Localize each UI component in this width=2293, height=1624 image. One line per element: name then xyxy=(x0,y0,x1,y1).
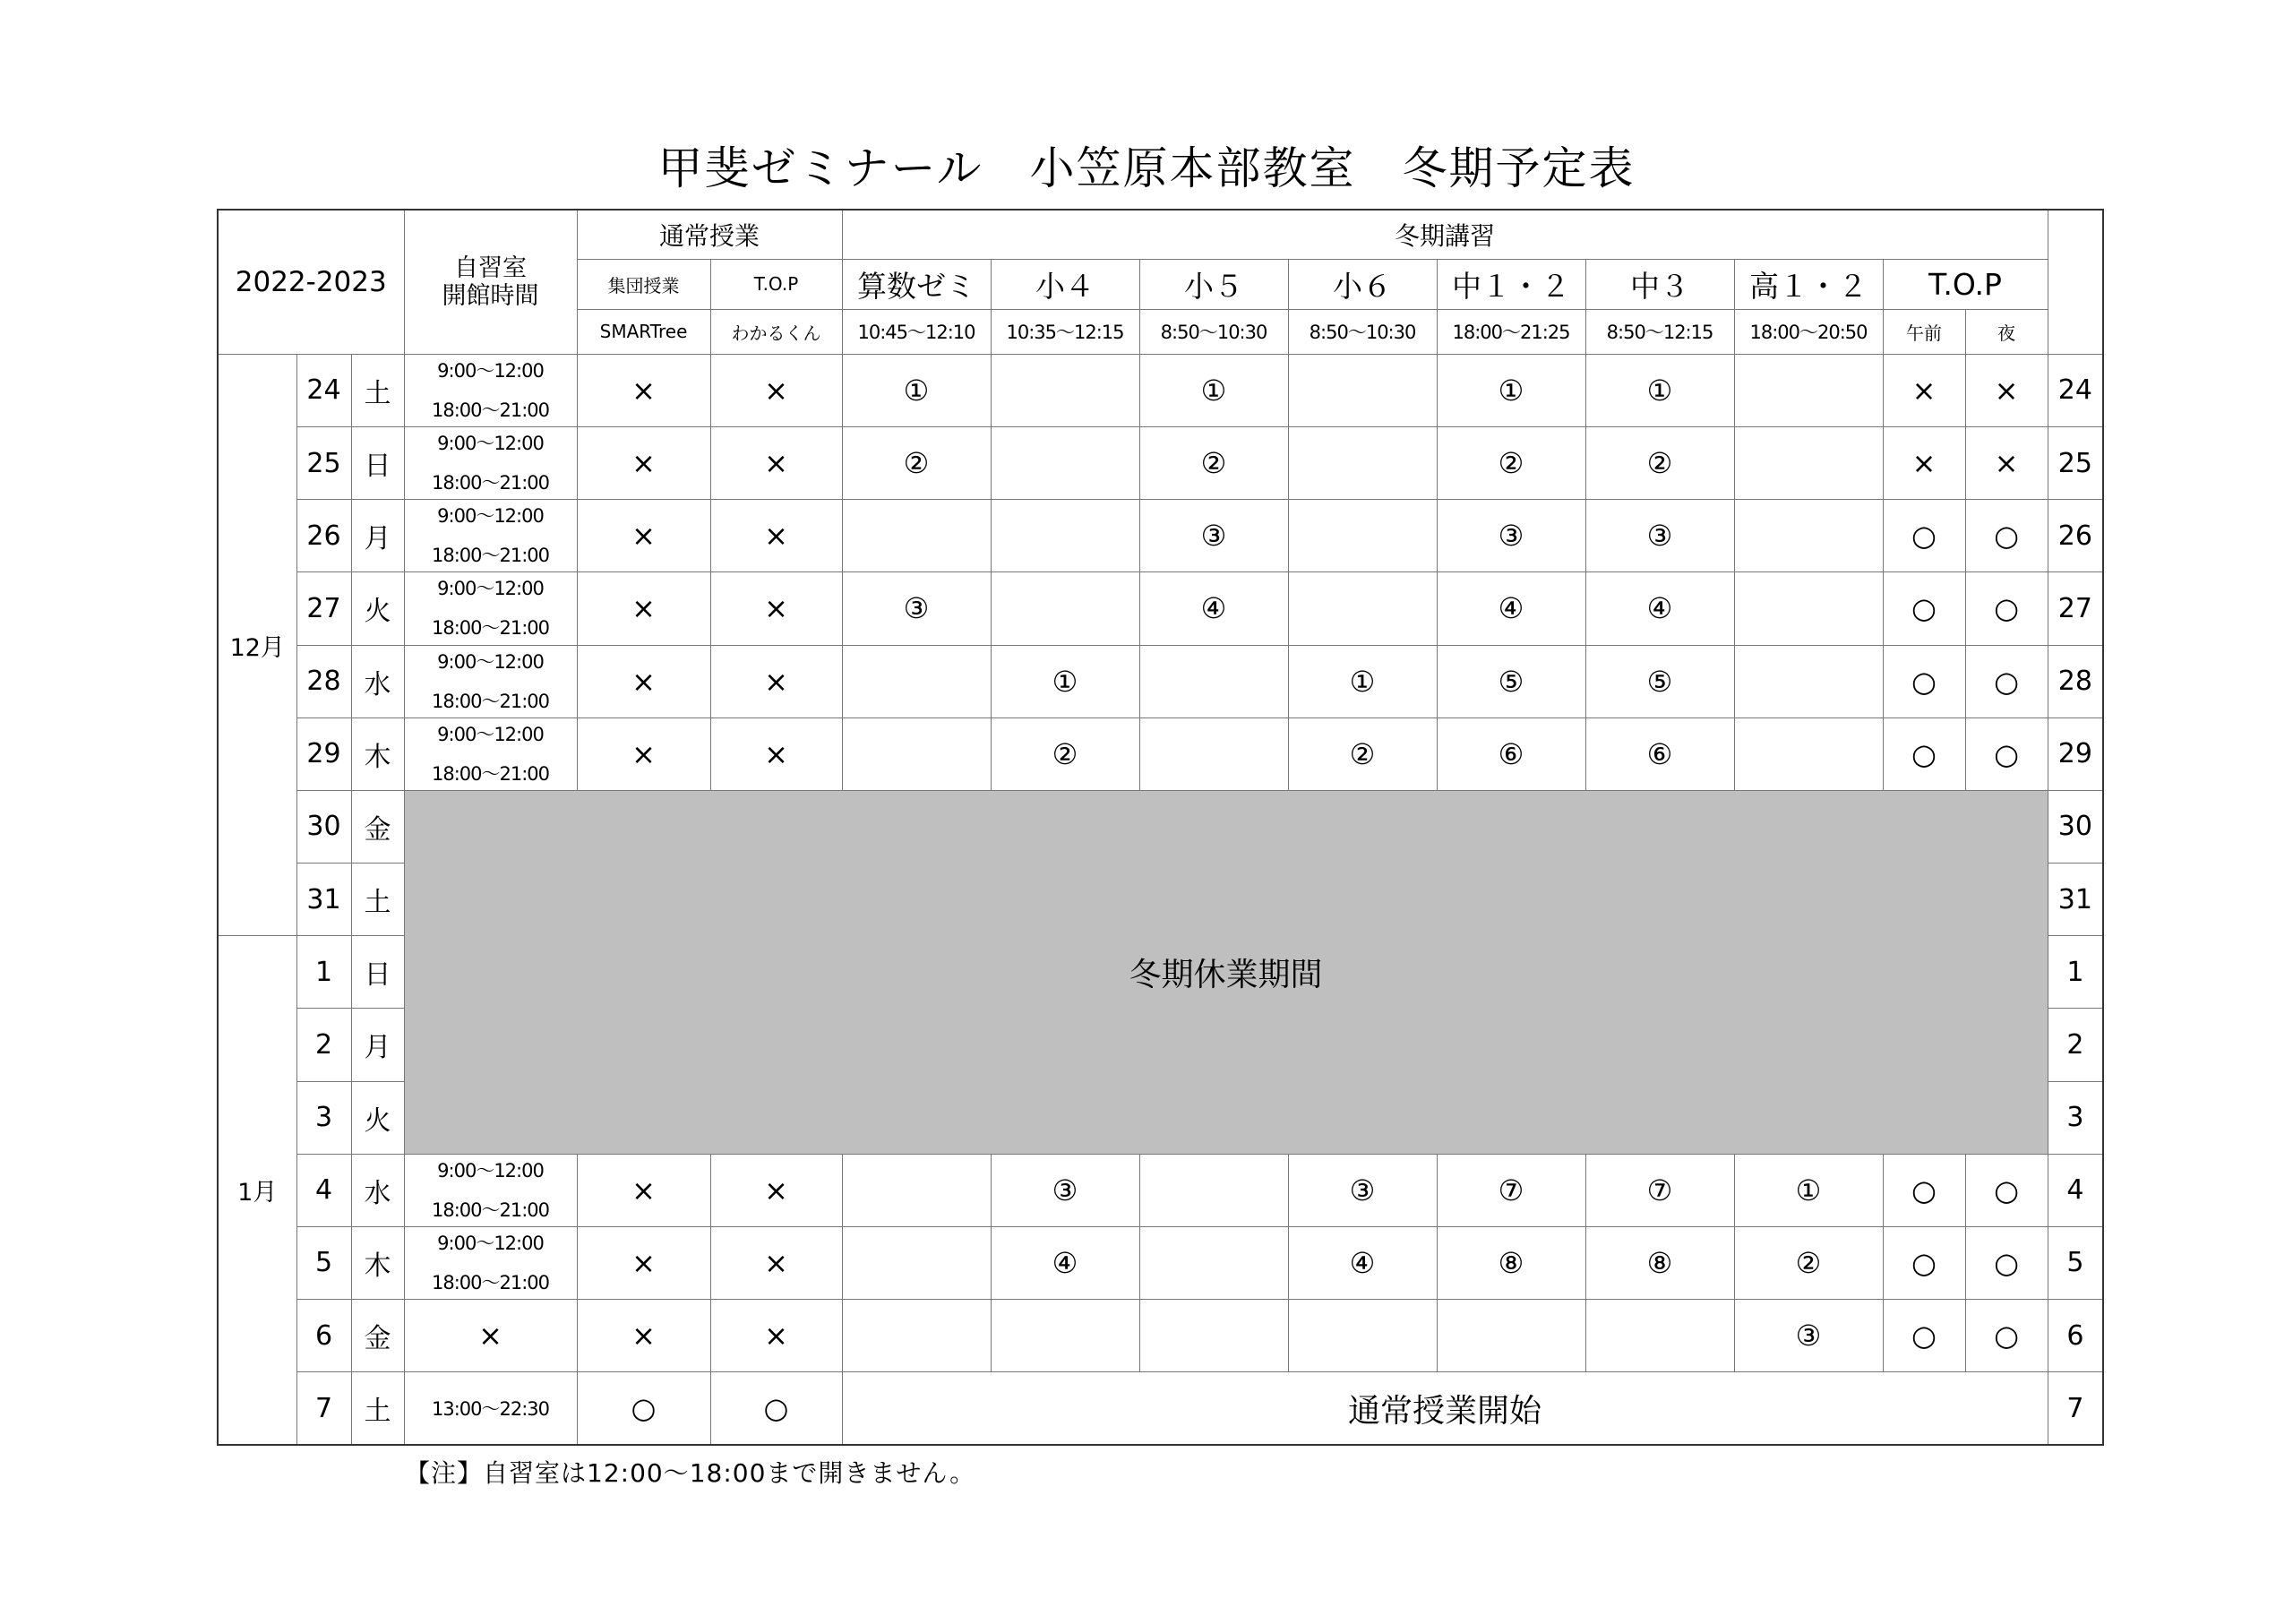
schedule-cell xyxy=(1734,500,1883,572)
jishu-hours-cell xyxy=(404,1226,577,1299)
schedule-cell: × xyxy=(577,1300,710,1372)
schedule-cell: ○ xyxy=(1965,572,2048,645)
weekday-cell: 水 xyxy=(351,1154,404,1226)
schedule-cell: × xyxy=(577,572,710,645)
schedule-cell: ○ xyxy=(1883,645,1965,717)
schedule-cell xyxy=(1288,354,1437,426)
schedule-cell: ⑧ xyxy=(1585,1226,1734,1299)
date-cell: 27 xyxy=(296,572,351,645)
schedule-cell: × xyxy=(710,1154,842,1226)
schedule-cell xyxy=(1734,717,1883,790)
schedule-cell xyxy=(842,645,991,717)
course-name: 中１・２ xyxy=(1437,259,1585,309)
schedule-cell: × xyxy=(577,645,710,717)
schedule-cell: ② xyxy=(1288,717,1437,790)
day-row xyxy=(218,500,2103,572)
schedule-cell xyxy=(991,1300,1139,1372)
schedule-cell: ③ xyxy=(1437,500,1585,572)
weekday-cell: 金 xyxy=(351,1300,404,1372)
schedule-cell: ① xyxy=(991,645,1139,717)
schedule-cell: ④ xyxy=(1437,572,1585,645)
schedule-cell: ③ xyxy=(1585,500,1734,572)
date-cell: 26 xyxy=(296,500,351,572)
date-cell: 28 xyxy=(296,645,351,717)
date-cell-right: 4 xyxy=(2048,1154,2103,1226)
day-row xyxy=(218,1154,2103,1226)
jishu-hours-am: 9:00～12:00 xyxy=(437,1159,544,1181)
schedule-cell: × xyxy=(710,354,842,426)
weekday-cell: 土 xyxy=(351,354,404,426)
course-sub: わかるくん xyxy=(710,309,842,354)
jishu-hours xyxy=(405,721,577,787)
schedule-cell: ④ xyxy=(1139,572,1288,645)
schedule-cell xyxy=(842,717,991,790)
jishu-hours-pm: 18:00～21:00 xyxy=(431,472,550,494)
schedule-cell xyxy=(1139,645,1288,717)
schedule-cell: ④ xyxy=(1288,1226,1437,1299)
date-cell: 29 xyxy=(296,717,351,790)
jishu-hours xyxy=(405,1230,577,1296)
schedule-cell: × xyxy=(577,354,710,426)
schedule-cell: ○ xyxy=(577,1372,710,1445)
schedule-cell: ① xyxy=(842,354,991,426)
course-sub: 10:45～12:10 xyxy=(842,309,991,354)
jishu-hours-cell xyxy=(404,500,577,572)
year-header: 2022-2023 xyxy=(218,210,404,354)
course-sub-pm: 夜 xyxy=(1965,309,2048,354)
schedule-cell: ○ xyxy=(1965,500,2048,572)
jishu-hours-am: 9:00～12:00 xyxy=(437,433,544,455)
schedule-cell: ① xyxy=(1734,1154,1883,1226)
schedule-cell: ○ xyxy=(1883,1300,1965,1372)
schedule-cell xyxy=(1734,354,1883,426)
schedule-cell xyxy=(1734,572,1883,645)
schedule-cell: ⑤ xyxy=(1437,645,1585,717)
date-cell-right: 3 xyxy=(2048,1081,2103,1154)
schedule-cell xyxy=(842,500,991,572)
date-cell: 7 xyxy=(296,1372,351,1445)
schedule-cell: ① xyxy=(1437,354,1585,426)
date-cell-right: 26 xyxy=(2048,500,2103,572)
jishu-hours-pm: 18:00～21:00 xyxy=(431,1271,550,1293)
schedule-cell: ④ xyxy=(991,1226,1139,1299)
schedule-cell: ② xyxy=(1734,1226,1883,1299)
course-sub: 10:35～12:15 xyxy=(991,309,1139,354)
schedule-cell xyxy=(842,1300,991,1372)
schedule-cell: × xyxy=(1883,427,1965,500)
schedule-cell xyxy=(842,1154,991,1226)
date-cell: 6 xyxy=(296,1300,351,1372)
schedule-cell: × xyxy=(710,717,842,790)
schedule-cell: ① xyxy=(1585,354,1734,426)
date-cell-right: 28 xyxy=(2048,645,2103,717)
schedule-cell: ○ xyxy=(1965,1300,2048,1372)
jishu-hours xyxy=(405,503,577,569)
weekday-cell: 月 xyxy=(351,500,404,572)
course-name: 小４ xyxy=(991,259,1139,309)
page-title: 甲斐ゼミナール 小笠原本部教室 冬期予定表 xyxy=(657,142,1636,194)
date-cell-right: 24 xyxy=(2048,354,2103,426)
jishu-hours xyxy=(405,1157,577,1224)
course-sub: 8:50～10:30 xyxy=(1139,309,1288,354)
jishu-hours-cell xyxy=(404,572,577,645)
jishu-hours-am: 9:00～12:00 xyxy=(437,723,544,745)
weekday-cell: 水 xyxy=(351,645,404,717)
jishu-hours xyxy=(405,649,577,715)
month-jan: 1月 xyxy=(218,936,296,1445)
jishu-hours-pm: 18:00～21:00 xyxy=(431,399,550,421)
day-row xyxy=(218,1372,2103,1445)
weekday-cell: 火 xyxy=(351,1081,404,1154)
jishu-hours-am: 9:00～12:00 xyxy=(437,505,544,528)
schedule-cell: ⑧ xyxy=(1437,1226,1585,1299)
jishu-header xyxy=(404,210,577,354)
schedule-cell xyxy=(1734,427,1883,500)
schedule-cell: ② xyxy=(991,717,1139,790)
jishu-hours-cell xyxy=(404,645,577,717)
course-sub: 8:50～12:15 xyxy=(1585,309,1734,354)
schedule-cell: ○ xyxy=(710,1372,842,1445)
schedule-cell: ⑦ xyxy=(1585,1154,1734,1226)
course-name: 中３ xyxy=(1585,259,1734,309)
weekday-cell: 金 xyxy=(351,790,404,863)
schedule-cell: × xyxy=(710,572,842,645)
schedule-cell xyxy=(1139,1300,1288,1372)
course-name: 高１・２ xyxy=(1734,259,1883,309)
day-row xyxy=(218,572,2103,645)
schedule-cell: ⑥ xyxy=(1437,717,1585,790)
date-cell-right: 5 xyxy=(2048,1226,2103,1299)
schedule-cell: × xyxy=(577,717,710,790)
schedule-cell xyxy=(1437,1300,1585,1372)
jishu-hours-pm: 18:00～21:00 xyxy=(431,1199,550,1221)
schedule-cell: ○ xyxy=(1965,645,2048,717)
weekday-cell: 木 xyxy=(351,1226,404,1299)
jishu-hours xyxy=(405,357,577,424)
jishu-hours-pm: 18:00～21:00 xyxy=(431,690,550,712)
jishu-hours-am: 9:00～12:00 xyxy=(437,578,544,600)
regular-resume-cell: 通常授業開始 xyxy=(842,1372,2048,1445)
schedule-cell: × xyxy=(710,645,842,717)
jishu-hours-am: 9:00～12:00 xyxy=(437,359,544,382)
schedule-cell xyxy=(1139,1226,1288,1299)
date-cell-right: 25 xyxy=(2048,427,2103,500)
schedule-cell xyxy=(842,1226,991,1299)
date-cell: 30 xyxy=(296,790,351,863)
schedule-cell: ① xyxy=(1288,645,1437,717)
winter-holiday-block: 冬期休業期間 xyxy=(404,790,2048,1154)
date-cell-right: 6 xyxy=(2048,1300,2103,1372)
course-name: 小６ xyxy=(1288,259,1437,309)
schedule-cell: × xyxy=(710,1226,842,1299)
weekday-cell: 土 xyxy=(351,864,404,936)
schedule-cell xyxy=(1288,572,1437,645)
schedule-cell xyxy=(1288,1300,1437,1372)
weekday-cell: 木 xyxy=(351,717,404,790)
course-name: T.O.P xyxy=(1883,259,2048,309)
schedule-cell xyxy=(1585,1300,1734,1372)
schedule-cell: ○ xyxy=(1883,1154,1965,1226)
schedule-table xyxy=(217,209,2104,1446)
schedule-cell: × xyxy=(577,427,710,500)
schedule-cell: × xyxy=(710,427,842,500)
schedule-cell: ③ xyxy=(1288,1154,1437,1226)
regular-group-header: 通常授業 xyxy=(577,210,842,259)
day-row xyxy=(218,1226,2103,1299)
weekday-cell: 日 xyxy=(351,936,404,1009)
date-cell: 24 xyxy=(296,354,351,426)
jishu-hours-cell: × xyxy=(404,1300,577,1372)
schedule-cell: ○ xyxy=(1965,717,2048,790)
course-name: 算数ゼミ xyxy=(842,259,991,309)
date-cell: 4 xyxy=(296,1154,351,1226)
jishu-hours xyxy=(405,430,577,496)
schedule-cell xyxy=(991,427,1139,500)
jishu-hours-am: 9:00～12:00 xyxy=(437,650,544,673)
day-row xyxy=(218,717,2103,790)
course-name: 集団授業 xyxy=(577,259,710,309)
jishu-hours-pm: 18:00～21:00 xyxy=(431,762,550,785)
course-sub: 18:00～21:25 xyxy=(1437,309,1585,354)
date-cell-right: 27 xyxy=(2048,572,2103,645)
schedule-cell: ○ xyxy=(1883,717,1965,790)
jishu-hours xyxy=(405,575,577,641)
date-cell: 25 xyxy=(296,427,351,500)
jishu-hours-cell xyxy=(404,1154,577,1226)
course-name: 小５ xyxy=(1139,259,1288,309)
weekday-cell: 日 xyxy=(351,427,404,500)
date-cell-right: 30 xyxy=(2048,790,2103,863)
date-cell: 31 xyxy=(296,864,351,936)
course-sub: 8:50～10:30 xyxy=(1288,309,1437,354)
course-name: T.O.P xyxy=(710,259,842,309)
schedule-cell: ○ xyxy=(1965,1226,2048,1299)
date-cell-right: 1 xyxy=(2048,936,2103,1009)
jishu-hours-am: 9:00～12:00 xyxy=(437,1232,544,1254)
day-row xyxy=(218,354,2103,426)
schedule-cell xyxy=(1734,645,1883,717)
schedule-cell: × xyxy=(710,500,842,572)
schedule-cell xyxy=(991,572,1139,645)
schedule-cell: ② xyxy=(1585,427,1734,500)
schedule-cell: ③ xyxy=(1139,500,1288,572)
schedule-cell: ○ xyxy=(1965,1154,2048,1226)
day-row xyxy=(218,1300,2103,1372)
jishu-hours-cell xyxy=(404,717,577,790)
schedule-cell: ③ xyxy=(842,572,991,645)
date-cell: 2 xyxy=(296,1009,351,1081)
schedule-cell: × xyxy=(1965,354,2048,426)
schedule-cell: × xyxy=(577,500,710,572)
weekday-cell: 月 xyxy=(351,1009,404,1081)
schedule-cell: ② xyxy=(1437,427,1585,500)
schedule-cell: ○ xyxy=(1883,1226,1965,1299)
footnote: 【注】自習室は12:00～18:00まで開きません。 xyxy=(405,1458,976,1488)
schedule-cell xyxy=(1288,427,1437,500)
jishu-header-line2: 開館時間 xyxy=(442,281,539,310)
winter-group-header: 冬期講習 xyxy=(842,210,2048,259)
schedule-cell: × xyxy=(577,1226,710,1299)
right-header-blank xyxy=(2048,210,2103,354)
schedule-cell: ⑦ xyxy=(1437,1154,1585,1226)
schedule-cell: ⑤ xyxy=(1585,645,1734,717)
schedule-cell xyxy=(1139,1154,1288,1226)
date-cell-right: 31 xyxy=(2048,864,2103,936)
date-cell-right: 29 xyxy=(2048,717,2103,790)
day-row xyxy=(218,645,2103,717)
course-sub-am: 午前 xyxy=(1883,309,1965,354)
jishu-header-line1: 自習室 xyxy=(454,253,527,282)
weekday-cell: 土 xyxy=(351,1372,404,1445)
schedule-cell: ○ xyxy=(1883,500,1965,572)
schedule-cell: ⑥ xyxy=(1585,717,1734,790)
schedule-cell: × xyxy=(1965,427,2048,500)
date-cell-right: 2 xyxy=(2048,1009,2103,1081)
date-cell: 5 xyxy=(296,1226,351,1299)
schedule-cell: ② xyxy=(1139,427,1288,500)
schedule-cell: ③ xyxy=(1734,1300,1883,1372)
jishu-hours-cell: 13:00～22:30 xyxy=(404,1372,577,1445)
schedule-cell xyxy=(1139,717,1288,790)
schedule-cell: ③ xyxy=(991,1154,1139,1226)
schedule-cell: ④ xyxy=(1585,572,1734,645)
jishu-hours-pm: 18:00～21:00 xyxy=(431,545,550,567)
date-cell: 1 xyxy=(296,936,351,1009)
day-row xyxy=(218,427,2103,500)
schedule-cell: ② xyxy=(842,427,991,500)
month-dec: 12月 xyxy=(218,354,296,935)
schedule-cell xyxy=(991,354,1139,426)
weekday-cell: 火 xyxy=(351,572,404,645)
jishu-hours-pm: 18:00～21:00 xyxy=(431,617,550,640)
day-row xyxy=(218,790,2103,863)
date-cell-right: 7 xyxy=(2048,1372,2103,1445)
course-sub: 18:00～20:50 xyxy=(1734,309,1883,354)
schedule-cell: ① xyxy=(1139,354,1288,426)
jishu-hours-cell xyxy=(404,427,577,500)
schedule-cell: × xyxy=(710,1300,842,1372)
schedule-cell: ○ xyxy=(1883,572,1965,645)
jishu-hours-cell xyxy=(404,354,577,426)
course-sub: SMARTree xyxy=(577,309,710,354)
date-cell: 3 xyxy=(296,1081,351,1154)
schedule-cell xyxy=(1288,500,1437,572)
schedule-cell: × xyxy=(1883,354,1965,426)
schedule-cell: × xyxy=(577,1154,710,1226)
schedule-cell xyxy=(991,500,1139,572)
